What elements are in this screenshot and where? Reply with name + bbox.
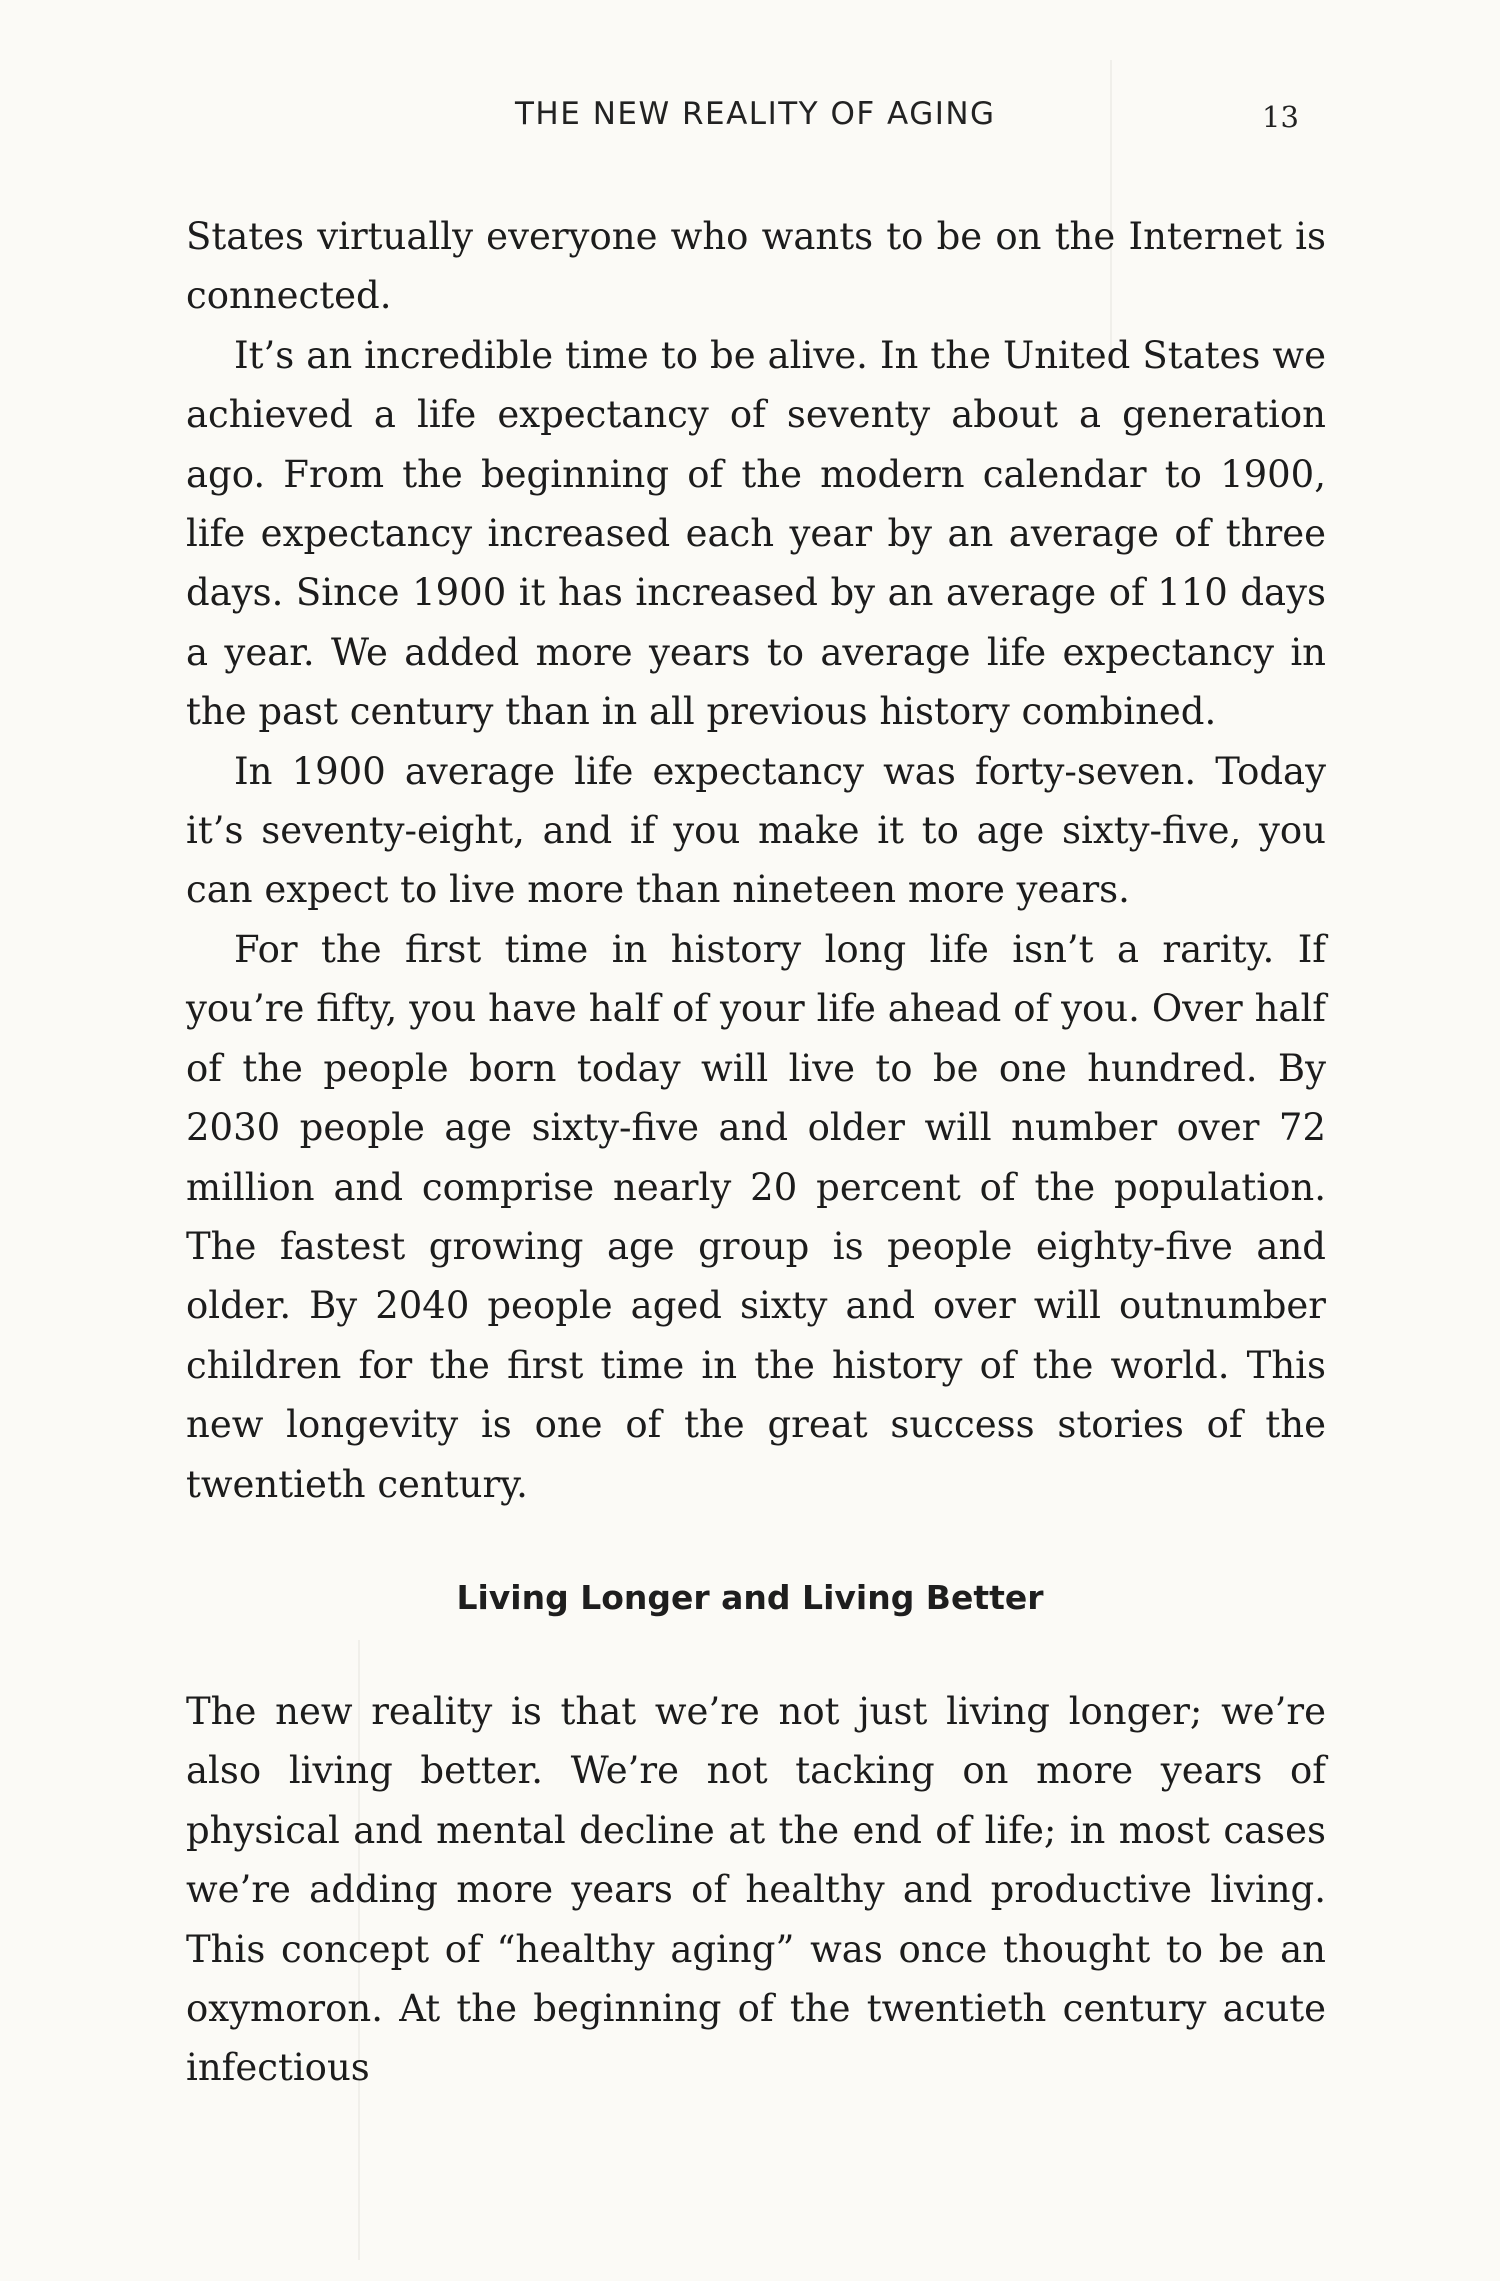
paragraph: It’s an incredible time to be alive. In the United States we achieved a life expectancy of seventy about a generation ago. From the beginning of the modern calendar to 1900, life expectancy increased each year by an average of three days. Since 1900 it has increased by an average of 110 days a year. We added more years to average life expectancy in the past century than in all previous history combined. [186, 333, 1326, 734]
paragraph: In 1900 average life expectancy was forty-seven. Today it’s seventy-eight, and if you make it to age sixty-five, you can expect to live more than nineteen more years. [186, 749, 1326, 912]
running-title: THE NEW REALITY OF AGING [515, 96, 996, 132]
paragraph: For the first time in history long life isn’t a rarity. If you’re fifty, you have half of your life ahead of you. Over half of the people born today will live to be one hundred. By 2030 people age sixty-five and older will number over 72 million and comprise nearly 20 percent of the population. The fastest growing age group is people eighty-five and older. By 2040 people aged sixty and over will outnumber children for the first time in the history of the world. This new longevity is one of the great success stories of the twentieth century. [186, 927, 1326, 1506]
paragraph: The new reality is that we’re not just living longer; we’re also living better. We’re not tacking on more years of physical and mental decline at the end of life; in most cases we’re adding more years of healthy and productive living. This concept of “healthy aging” was once thought to be an oxymoron. At the beginning of the twentieth century acute infectious [186, 1690, 1326, 2090]
running-header [0, 96, 1500, 146]
section-heading: Living Longer and Living Better [456, 1578, 1044, 1617]
paragraph: States virtually everyone who wants to be on the Internet is connected. [186, 215, 1326, 318]
page-number: 13 [1262, 100, 1299, 134]
body-text-before-heading [186, 207, 1326, 1514]
body-text-after-heading [186, 1682, 1326, 2098]
